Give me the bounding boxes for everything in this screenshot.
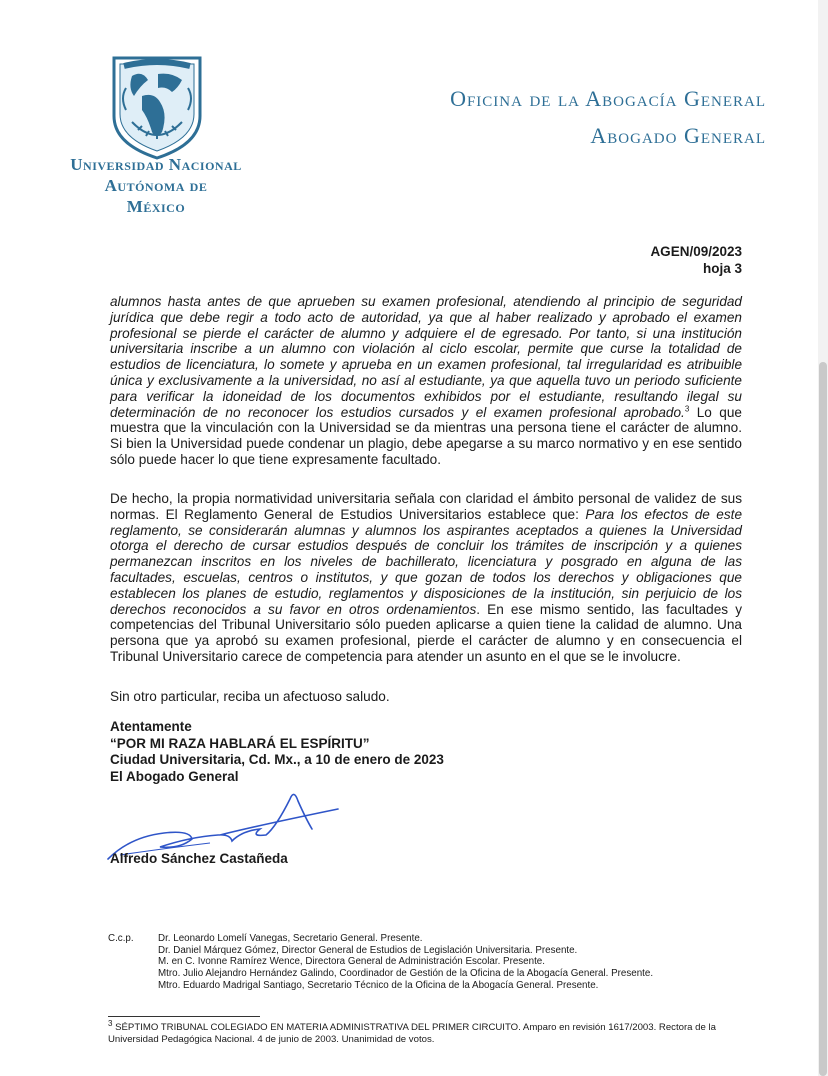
- office-title: Oficina de la Abogacía General: [450, 86, 766, 111]
- closing-line: Atentamente: [110, 719, 192, 734]
- paragraph-text: De hecho, la propia normatividad universitaria señala con claridad el ámbito personal de validez de sus normas. El Reglamento General de Estudios Universitarios establece que:: [110, 491, 742, 522]
- sheet-number: hoja 3: [702, 261, 742, 276]
- ccp-item: Dr. Daniel Márquez Gómez, Director General de Estudios de Legislación Universitaria. Presente.: [158, 944, 578, 956]
- university-name: [66, 154, 246, 217]
- paragraph-text: Lo que muestra que la vinculación con la Universidad se da mientras una persona tiene el carácter de alumno. Si bien la Universidad puede condenar un plagio, debe apegarse a su marco normativo y en ese sentido sólo puede hacer lo que tiene expresamente facultado.: [110, 404, 742, 467]
- paragraph-2: [110, 491, 742, 665]
- footnote-number: 3: [108, 1018, 113, 1028]
- footnote-marker: 3: [684, 404, 690, 414]
- footnote: [108, 1018, 748, 1046]
- ccp-item: M. en C. Ivonne Ramírez Wence, Directora General de Administración Escolar. Presente.: [158, 956, 545, 968]
- ccp-item: Mtro. Julio Alejandro Hernández Galindo, Coordinador de Gestión de la Oficina de la Abogacía General. Presente.: [158, 968, 654, 980]
- paragraph-text: . En ese mismo sentido, las facultades y competencias del Tribunal Universitario sólo pueden aplicarse a quien tiene la calidad de alumno. Una persona que ya aprobó su examen profesional, pierde el carácter de alumno y en consecuencia el Tribunal Universitario carece de competencia para atender un asunto en el que se le involucre.: [110, 601, 742, 664]
- university-name-line: México: [126, 197, 186, 216]
- scrollbar-thumb[interactable]: [819, 362, 827, 1076]
- motto: “POR MI RAZA HABLARÁ EL ESPÍRITU”: [110, 735, 370, 751]
- ccp-list: [158, 933, 653, 992]
- document-reference: [650, 243, 742, 277]
- vertical-scrollbar-track[interactable]: [818, 0, 828, 1076]
- quoted-jurisprudence: alumnos hasta antes de que aprueben su examen profesional, atendiendo al principio de seguridad jurídica que debe regir a todo acto de autoridad, ya que al haber realizado y aprobado el examen profesional se pierde el carácter de alumno y adquiere el de egresado. Por tanto, si una institución universitaria inscribe a un alumno con violación al ciclo escolar, permite que curse la totalidad de estudios de licenciatura, lo somete y aprueba en un examen profesional, tal irregularidad es atribuible única y exclusivamente a la universidad, no así al estudiante, ya que aquella tuvo un periodo suficiente para verificar la idoneidad de los documentos exhibidos por el estudiante, resultando ilegal su determinación de no reconocer los estudios cursados y el examen profesional aprobado.: [110, 294, 742, 420]
- unam-seal-icon: [102, 52, 212, 162]
- footnote-text: SÉPTIMO TRIBUNAL COLEGIADO EN MATERIA ADMINISTRATIVA DEL PRIMER CIRCUITO. Amparo en revisión 1617/2003. Rectora de la Universidad Pedagógica Nacional. 4 de junio de 2003. Unanimidad de votos.: [108, 1022, 716, 1045]
- paragraph-1: [110, 294, 742, 468]
- closing-block: [110, 719, 444, 785]
- signer-role: El Abogado General: [110, 768, 239, 784]
- university-name-line: Autónoma de: [104, 176, 208, 195]
- footnote-divider: [108, 1016, 260, 1017]
- university-name-line: Universidad Nacional: [70, 155, 242, 174]
- reference-code: AGEN/09/2023: [650, 244, 742, 259]
- place-date: Ciudad Universitaria, Cd. Mx., a 10 de enero de 2023: [110, 752, 444, 767]
- ccp-item: Mtro. Eduardo Madrigal Santiago, Secretario Técnico de la Oficina de la Abogacía General. Presente.: [158, 979, 599, 991]
- ccp-item: Dr. Leonardo Lomelí Vanegas, Secretario General. Presente.: [158, 933, 423, 944]
- ccp-label: C.c.p.: [108, 933, 134, 944]
- quoted-regulation: Para los efectos de este reglamento, se considerarán alumnas y alumnos los aspirantes aceptados a quienes la Universidad otorga el derecho de cursar estudios después de concluir los trámites de inscripción y a quienes permanezcan inscritos en los niveles de bachillerato, licenciatura y posgrado en alguna de las facultades, escuelas, centros o institutos, y que gozan de todos los derechos y obligaciones que establecen los planes de estudio, reglamentos y disposiciones de la institución, sin perjuicio de los derechos reconocidos a su favor en otros ordenamientos: [110, 506, 743, 617]
- signer-name: Alfredo Sánchez Castañeda: [110, 851, 288, 866]
- office-subtitle: Abogado General: [590, 123, 766, 148]
- farewell-line: Sin otro particular, reciba un afectuoso saludo.: [110, 689, 390, 704]
